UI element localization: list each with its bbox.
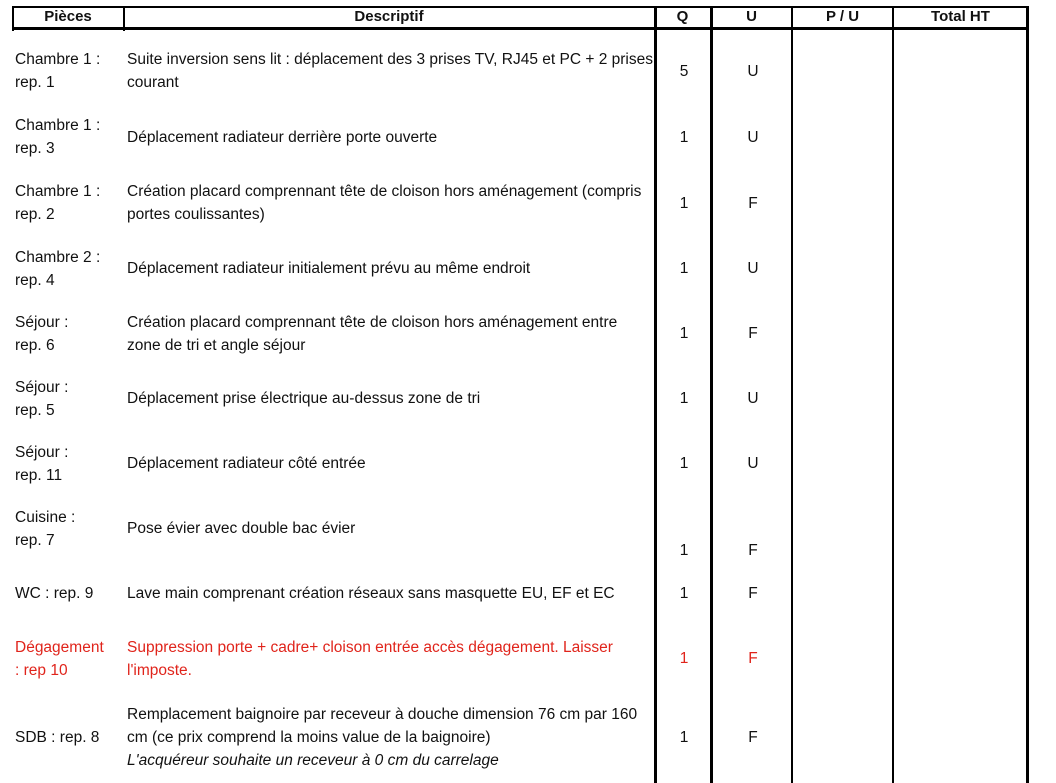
description-text: Création placard comprennant tête de cloison hors aménagement entre zone de tri et angle séjour bbox=[127, 313, 618, 354]
piece-reference: rep. 4 bbox=[15, 271, 55, 289]
piece-cell bbox=[15, 496, 121, 561]
piece-cell bbox=[15, 431, 121, 496]
piece-label: Séjour : bbox=[15, 443, 69, 461]
description-cell bbox=[127, 561, 655, 626]
divider-pu bbox=[892, 6, 894, 783]
piece-label: WC : rep. 9 bbox=[15, 585, 94, 602]
piece-cell bbox=[15, 366, 121, 431]
quantity-cell: 1 bbox=[679, 728, 689, 746]
piece-label: Chambre 2 : bbox=[15, 248, 101, 266]
piece-reference: rep. 7 bbox=[15, 531, 55, 549]
piece-reference: rep. 3 bbox=[15, 140, 55, 157]
description-text: Pose évier avec double bac évier bbox=[127, 520, 356, 537]
description-cell bbox=[127, 36, 655, 106]
header-pu: P / U bbox=[825, 8, 860, 25]
piece-cell bbox=[15, 301, 121, 366]
quantity-cell: 1 bbox=[679, 585, 689, 602]
unit-cell: U bbox=[747, 260, 759, 277]
unit-cell: F bbox=[748, 542, 758, 559]
description-cell bbox=[127, 104, 655, 170]
description-text: Remplacement baignoire par receveur à douche dimension 76 cm par 160 cm (ce prix comprend la moins value de la baignoire) bbox=[127, 705, 638, 746]
unit-cell: F bbox=[748, 194, 758, 212]
description-cell bbox=[127, 626, 655, 691]
description-note: L'acquéreur souhaite un receveur à 0 cm du carrelage bbox=[127, 751, 499, 769]
header-q: Q bbox=[676, 8, 689, 25]
header-total-ht: Total HT bbox=[931, 8, 990, 25]
piece-cell bbox=[15, 691, 121, 783]
quantity-cell: 1 bbox=[679, 542, 689, 559]
quantity-cell: 1 bbox=[679, 128, 689, 146]
header-descriptif: Descriptif bbox=[354, 8, 424, 25]
piece-label: Chambre 1 : bbox=[15, 183, 101, 200]
description-text: Suite inversion sens lit : déplacement des 3 prises TV, RJ45 et PC + 2 prises courant bbox=[127, 51, 653, 91]
header-u: U bbox=[746, 8, 757, 25]
unit-cell: U bbox=[747, 128, 759, 146]
unit-cell: F bbox=[748, 728, 758, 746]
unit-cell: U bbox=[747, 455, 759, 472]
piece-cell bbox=[15, 170, 121, 236]
piece-reference: rep. 5 bbox=[15, 401, 55, 419]
piece-reference: rep. 1 bbox=[15, 74, 55, 91]
description-cell bbox=[127, 170, 655, 236]
description-text: Déplacement radiateur derrière porte ouverte bbox=[127, 128, 438, 146]
quantity-cell: 5 bbox=[679, 62, 689, 80]
piece-reference: rep. 2 bbox=[15, 206, 55, 223]
piece-cell bbox=[15, 36, 121, 106]
piece-label: Cuisine : bbox=[15, 508, 76, 526]
piece-cell bbox=[15, 236, 121, 301]
quantity-cell: 1 bbox=[679, 390, 689, 407]
header-pieces: Pièces bbox=[44, 8, 92, 25]
unit-cell: F bbox=[748, 325, 758, 342]
piece-cell bbox=[15, 626, 121, 691]
table-left-border-header bbox=[12, 6, 14, 31]
piece-label: Chambre 1 : bbox=[15, 117, 101, 134]
description-cell bbox=[127, 366, 655, 431]
divider-pieces-header bbox=[123, 6, 125, 31]
description-cell bbox=[127, 431, 655, 496]
piece-cell bbox=[15, 561, 121, 626]
unit-cell: F bbox=[748, 650, 758, 667]
table-right-border bbox=[1026, 6, 1029, 783]
description-text: Déplacement prise électrique au-dessus zone de tri bbox=[127, 390, 481, 407]
piece-label: Séjour : bbox=[15, 313, 69, 331]
unit-cell: U bbox=[747, 390, 759, 407]
description-text: Déplacement radiateur côté entrée bbox=[127, 455, 366, 472]
description-cell bbox=[127, 691, 655, 783]
piece-label: Séjour : bbox=[15, 378, 69, 396]
description-text: Déplacement radiateur initialement prévu au même endroit bbox=[127, 260, 531, 277]
quantity-cell: 1 bbox=[679, 455, 689, 472]
description-cell bbox=[127, 496, 655, 561]
piece-reference: : rep 10 bbox=[15, 661, 68, 679]
piece-reference: rep. 6 bbox=[15, 336, 55, 354]
quantity-cell: 1 bbox=[679, 260, 689, 277]
description-text: Suppression porte + cadre+ cloison entrée accès dégagement. Laisser l'imposte. bbox=[127, 638, 613, 679]
quantity-cell: 1 bbox=[679, 650, 689, 667]
description-cell bbox=[127, 236, 655, 301]
piece-label: SDB : rep. 8 bbox=[15, 728, 100, 746]
piece-label: Dégagement bbox=[15, 638, 104, 656]
description-cell bbox=[127, 301, 655, 366]
quantity-cell: 1 bbox=[679, 325, 689, 342]
table-top-border bbox=[12, 6, 1028, 8]
header-bottom-border bbox=[12, 27, 1028, 30]
unit-cell: F bbox=[748, 585, 758, 602]
unit-cell: U bbox=[747, 62, 759, 80]
quantity-cell: 1 bbox=[679, 194, 689, 212]
description-text: Lave main comprenant création réseaux sans masquette EU, EF et EC bbox=[127, 585, 615, 602]
description-text: Création placard comprennant tête de cloison hors aménagement (compris portes coulissantes) bbox=[127, 183, 642, 223]
piece-cell bbox=[15, 104, 121, 170]
piece-label: Chambre 1 : bbox=[15, 51, 101, 68]
piece-reference: rep. 11 bbox=[15, 466, 63, 484]
